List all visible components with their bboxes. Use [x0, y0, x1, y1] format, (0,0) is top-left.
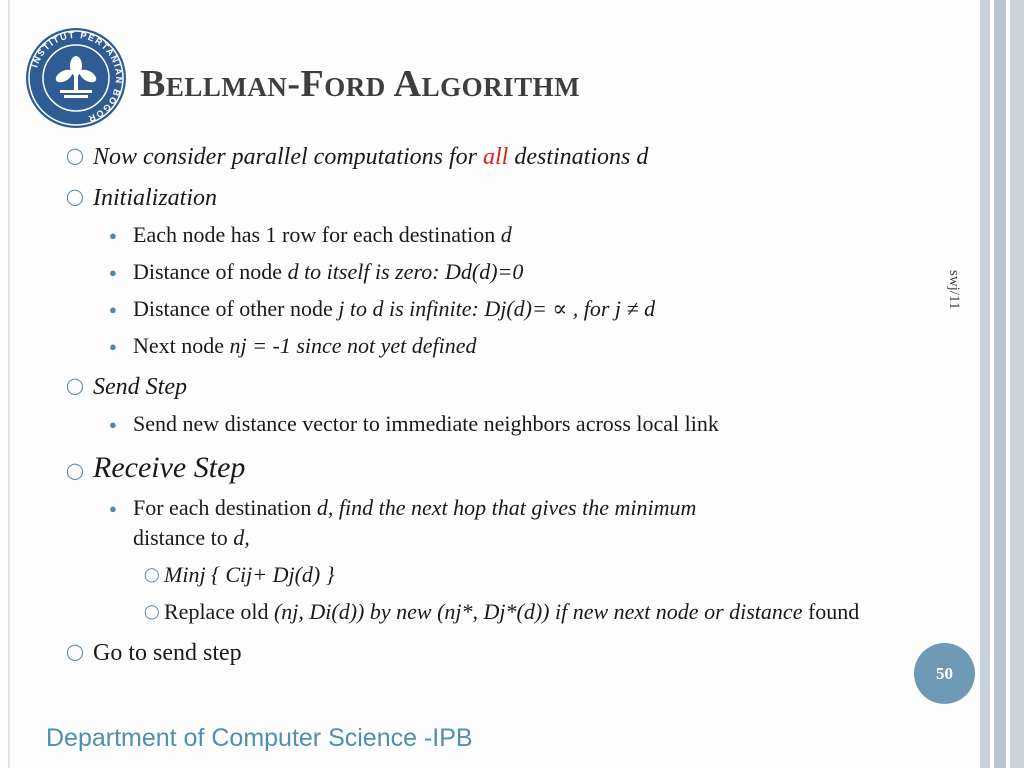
sub-sub-bullet: ◯ Minj { Cij+ Dj(d) } [60, 560, 920, 590]
dot-bullet-icon: ● [109, 417, 117, 432]
dot-bullet-icon: ● [109, 302, 117, 317]
circle-bullet-icon: ◯ [66, 189, 84, 206]
bullet-parallel-computations: ◯ Now consider parallel computations for all destinations d [66, 144, 649, 170]
sub-bullet: ● Each node has 1 row for each destination d [60, 220, 920, 250]
left-rule [8, 0, 10, 768]
circle-bullet-icon: ◯ [66, 463, 84, 480]
sub-bullet: ● Distance of node d to itself is zero: Dd(d)=0 [60, 257, 920, 287]
sub-bullet: ● For each destination d, find the next hop that gives the minimum distance to d, [109, 495, 697, 550]
small-circle-bullet-icon: ◯ [144, 568, 160, 583]
small-circle-bullet-icon: ◯ [144, 605, 160, 620]
sub-sub-bullet: ◯ Replace old (nj, Di(d)) by new (nj*, Dj*(d)) if new next node or distance found [60, 597, 920, 627]
bullet-list [60, 142, 920, 668]
dot-bullet-icon: ● [109, 265, 117, 280]
svg-text:INSTITUT PERTANIAN BOGOR: INSTITUT PERTANIAN BOGOR [29, 29, 125, 125]
side-label: swj/11 [946, 270, 962, 310]
right-decor-band [980, 0, 990, 768]
highlight-text: all [483, 144, 509, 170]
dot-bullet-icon: ● [109, 228, 117, 243]
circle-bullet-icon: ◯ [66, 644, 84, 661]
dot-bullet-icon: ● [109, 339, 117, 354]
right-decor-band [1010, 0, 1024, 768]
bullet-go-to-send: ◯ Go to send step [66, 640, 242, 666]
bullet-initialization: ◯ Initialization [66, 185, 218, 211]
sub-bullet: ● Send new distance vector to immediate neighbors across local link [60, 409, 920, 439]
dot-bullet-icon: ● [109, 501, 117, 516]
bullet-send-step: ◯ Send Step [66, 374, 187, 400]
slide-title: Bellman-Ford Algorithm [140, 63, 581, 105]
circle-bullet-icon: ◯ [66, 378, 84, 395]
sub-bullet: ● Next node nj = -1 since not yet defined [60, 331, 920, 361]
sub-bullet: ● Distance of other node j to d is infinite: Dj(d)= ∝ , for j ≠ d [60, 294, 920, 324]
circle-bullet-icon: ◯ [66, 148, 84, 165]
right-decor-band [994, 0, 1006, 768]
footer-text: Department of Computer Science -IPB [46, 724, 473, 752]
bullet-receive-step: ◯ Receive Step [60, 450, 920, 486]
university-logo [24, 26, 128, 130]
page-number-badge: 50 [914, 643, 975, 704]
